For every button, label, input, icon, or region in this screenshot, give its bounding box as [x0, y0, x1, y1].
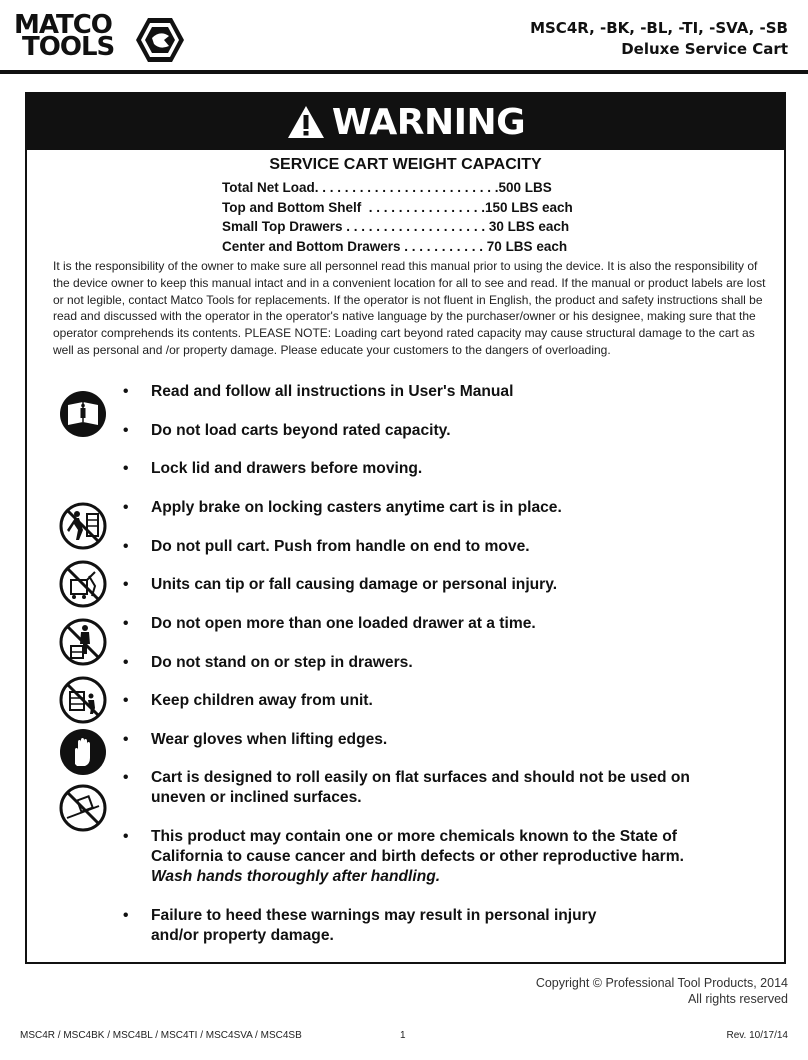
revision-date: Rev. 10/17/14 [726, 1030, 788, 1041]
bullet-text: This product may contain one or more chemicals known to the State of California to cause cancer and birth defects or other reproductive harm. [151, 828, 684, 865]
bullet-text: Do not open more than one loaded drawer at a time. [151, 615, 536, 632]
bullet-dot: • [123, 460, 129, 477]
bullet-text: Units can tip or fall causing damage or personal injury. [151, 576, 558, 593]
capacity-table [222, 178, 573, 256]
bullet-text: Read and follow all instructions in User's Manual [151, 383, 514, 400]
manual-icon [59, 390, 107, 438]
logo-line-2: TOOLS [22, 32, 115, 62]
document-header [530, 18, 788, 60]
bullet-text: Do not load carts beyond rated capacity. [151, 422, 451, 439]
no-children-icon [59, 676, 107, 724]
bullet-dot: • [123, 538, 129, 555]
bullet-dot: • [123, 828, 129, 845]
product-name: Deluxe Service Cart [621, 40, 788, 58]
bullet-text: Keep children away from unit. [151, 692, 373, 709]
bullet-dot: • [123, 499, 129, 516]
bullet-text-group [151, 827, 731, 887]
bullet-text: Apply brake on locking casters anytime cart is in place. [151, 499, 562, 516]
logo-badge-icon [134, 16, 186, 64]
bullet-text: Failure to heed these warnings may result in personal injury and/or property damage. [151, 907, 597, 944]
logo-line-1: MATCO [14, 10, 112, 40]
bullet-text: Do not pull cart. Push from handle on end to move. [151, 538, 530, 555]
no-pull-icon [59, 560, 107, 608]
bullet-dot: • [123, 383, 129, 400]
bullet-dot: • [123, 654, 129, 671]
gloves-icon [59, 728, 107, 776]
bullet-dot: • [123, 731, 129, 748]
warning-title: WARNING [331, 101, 526, 143]
capacity-row: Total Net Load. . . . . . . . . . . . . . . . . . . . . . . . .500 LBS [222, 180, 552, 195]
warning-banner [27, 94, 784, 150]
bullet-text: Lock lid and drawers before moving. [151, 460, 423, 477]
copyright-text: Copyright © Professional Tool Products, 2014 [535, 976, 788, 990]
no-incline-icon [59, 784, 107, 832]
capacity-row: Small Top Drawers . . . . . . . . . . . . . . . . . . . 30 LBS each [222, 219, 570, 234]
matco-tools-logo [14, 10, 189, 66]
rights-text: All rights reserved [687, 992, 788, 1006]
warning-triangle-icon [286, 104, 326, 140]
bullet-dot: • [123, 576, 129, 593]
logo-wordmark [14, 10, 115, 62]
header-rule [0, 70, 808, 74]
bullet-dot: • [123, 615, 129, 632]
footer-models: MSC4R / MSC4BK / MSC4BL / MSC4TI / MSC4SVA / MSC4SB [20, 1030, 302, 1041]
bullet-dot: • [123, 907, 129, 924]
model-numbers: MSC4R, -BK, -BL, -TI, -SVA, -SB [530, 19, 788, 37]
copyright-block [536, 975, 788, 1007]
bullet-dot: • [123, 422, 129, 439]
capacity-row: Top and Bottom Shelf . . . . . . . . . . . . . . . .150 LBS each [222, 199, 573, 215]
bullet-text: Cart is designed to roll easily on flat surfaces and should not be used on uneven or inclined surfaces. [151, 769, 690, 806]
bullet-text: Do not stand on or step in drawers. [151, 654, 413, 671]
no-stand-icon [59, 618, 107, 666]
no-pushing-icon [59, 502, 107, 550]
capacity-row: Center and Bottom Drawers . . . . . . . . . . . 70 LBS each [222, 238, 568, 254]
bullet-italic-text: Wash hands thoroughly after handling. [151, 868, 441, 885]
warning-box [25, 92, 786, 964]
bullet-dot: • [123, 769, 129, 786]
bullet-dot: • [123, 692, 129, 709]
bullet-text: Wear gloves when lifting edges. [151, 731, 388, 748]
page-number: 1 [400, 1030, 406, 1041]
capacity-heading: SERVICE CART WEIGHT CAPACITY [269, 156, 542, 173]
responsibility-paragraph: It is the responsibility of the owner to make sure all personnel read this manual prior to using the device. It is also the responsibility of the device owner to keep this manual intact and in a convenient location for all to see and read. If the manual or product labels are lost or not legible, contact Matco Tools for replacements. If the operator is not fluent in English, the product and safety instructions shall be read and discussed with the operator in the operator's native language by the purchaser/owner or his designee, making sure that the operator comprehends its contents. PLEASE NOTE: Loading cart beyond rated capacity may cause structural damage to the cart as well as personal and /or property damage. Please educate your customers to the dangers of overloading. [53, 259, 766, 357]
